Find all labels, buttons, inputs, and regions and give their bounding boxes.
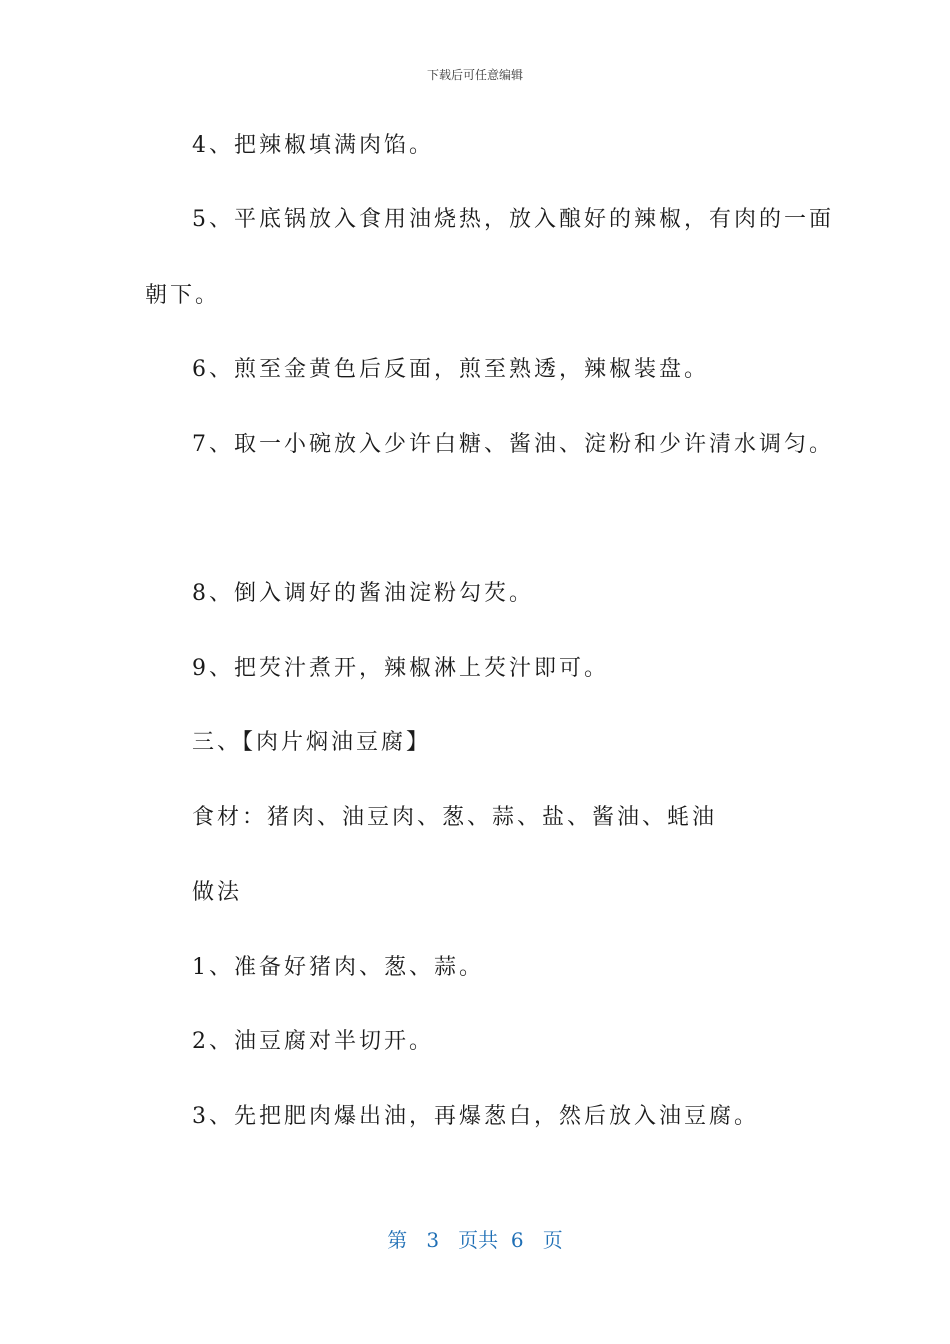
footer-suffix: 页 xyxy=(542,1228,563,1252)
footer-middle: 页共 xyxy=(458,1228,499,1252)
ingredients-line: 食材：猪肉、油豆肉、葱、蒜、盐、酱油、蚝油 xyxy=(192,805,718,830)
footer-total-pages: 6 xyxy=(510,1228,524,1252)
method-step-3-line: 3、先把肥肉爆出油，再爆葱白，然后放入油豆腐。 xyxy=(192,1104,759,1129)
header-note: 下载后可任意编辑 xyxy=(426,68,523,82)
step-5-line: 5、平底锅放入食用油烧热，放入酿好的辣椒，有肉的一面 xyxy=(192,207,834,232)
step-8-line: 8、倒入调好的酱油淀粉勾芡。 xyxy=(192,581,534,606)
page-footer xyxy=(0,1224,950,1253)
step-7-line: 7、取一小碗放入少许白糖、酱油、淀粉和少许清水调匀。 xyxy=(192,432,834,457)
step-4-line: 4、把辣椒填满肉馅。 xyxy=(192,133,434,158)
method-step-2-line: 2、油豆腐对半切开。 xyxy=(192,1029,434,1054)
step-6-line: 6、煎至金黄色后反面，煎至熟透，辣椒装盘。 xyxy=(192,357,709,382)
step-9-line: 9、把芡汁煮开，辣椒淋上芡汁即可。 xyxy=(192,656,609,681)
footer-prefix: 第 xyxy=(387,1228,408,1252)
section-heading: 三、【肉片焖油豆腐】 xyxy=(192,730,432,755)
method-step-1-line: 1、准备好猪肉、葱、蒜。 xyxy=(192,955,484,980)
step-5-continuation-line: 朝下。 xyxy=(145,283,221,308)
footer-current-page: 3 xyxy=(426,1228,440,1252)
method-heading: 做法 xyxy=(192,880,243,905)
